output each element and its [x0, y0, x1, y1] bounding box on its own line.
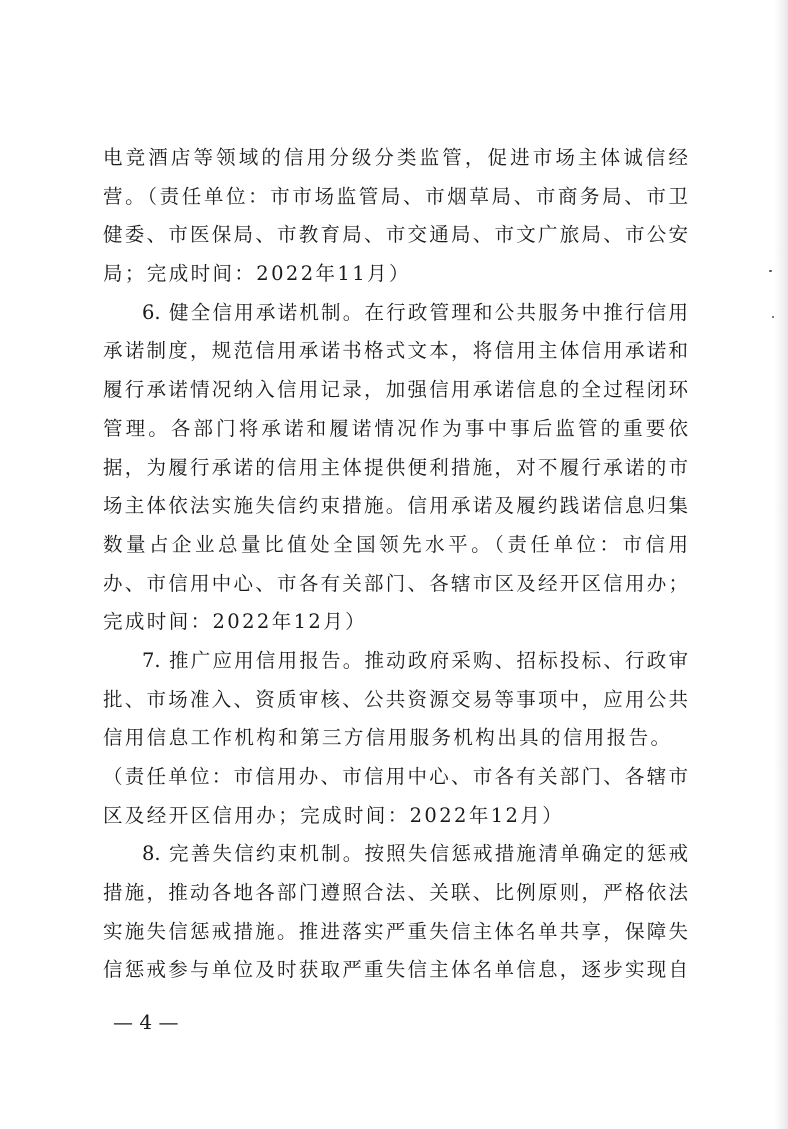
text-line: 电竞酒店等领域的信用分级分类监管，促进市场主体诚信经 [103, 146, 688, 169]
text-line: 据，为履行承诺的信用主体提供便利措施，对不履行承诺的市 [103, 455, 688, 479]
text-line: 完成时间：2022年12月） [103, 610, 368, 634]
text-line: （责任单位：市信用办、市信用中心、市各有关部门、各辖市 [103, 765, 688, 788]
text-line: 承诺制度，规范信用承诺书格式文本，将信用主体信用承诺和 [103, 339, 688, 363]
text-line: 管理。各部门将承诺和履诺情况作为事中事后监管的重要依 [103, 416, 688, 440]
paragraph-first-line: 7. 推广应用信用报告。推动政府采购、招标投标、行政审 [142, 648, 688, 672]
text-line: 局；完成时间：2022年11月） [103, 262, 411, 286]
text-line: 批、市场准入、资质审核、公共资源交易等事项中，应用公共 [103, 687, 688, 711]
text-line: 办、市信用中心、市各有关部门、各辖市区及经开区信用办； [103, 571, 688, 595]
text-line: 措施，推动各地各部门遵照合法、关联、比例原则，严格依法 [103, 881, 688, 905]
text-line: 信惩戒参与单位及时获取严重失信主体名单信息，逐步实现自 [103, 958, 688, 982]
text-line: 数量占企业总量比值处全国领先水平。（责任单位：市信用 [103, 532, 688, 556]
page-number: — 4 — [113, 1010, 179, 1034]
paragraph-first-line: 8. 完善失信约束机制。按照失信惩戒措施清单确定的惩戒 [142, 842, 688, 866]
text-line: 信用信息工作机构和第三方信用服务机构出具的信用报告。 [103, 726, 673, 750]
scan-edge-shadow [774, 0, 788, 1129]
text-line: 场主体依法实施失信约束措施。信用承诺及履约践诺信息归集 [103, 494, 688, 518]
text-line: 实施失信惩戒措施。推进落实严重失信主体名单共享，保障失 [103, 919, 688, 943]
paragraph-first-line: 6. 健全信用承诺机制。在行政管理和公共服务中推行信用 [142, 300, 688, 324]
text-line: 健委、市医保局、市教育局、市交通局、市文广旅局、市公安 [103, 223, 688, 247]
document-body [103, 139, 688, 990]
text-line: 营。（责任单位：市市场监管局、市烟草局、市商务局、市卫 [103, 184, 688, 208]
scan-speck [772, 316, 774, 318]
scan-speck [769, 270, 772, 272]
text-line: 履行承诺情况纳入信用记录，加强信用承诺信息的全过程闭环 [103, 378, 688, 402]
text-line: 区及经开区信用办；完成时间：2022年12月） [103, 803, 565, 827]
